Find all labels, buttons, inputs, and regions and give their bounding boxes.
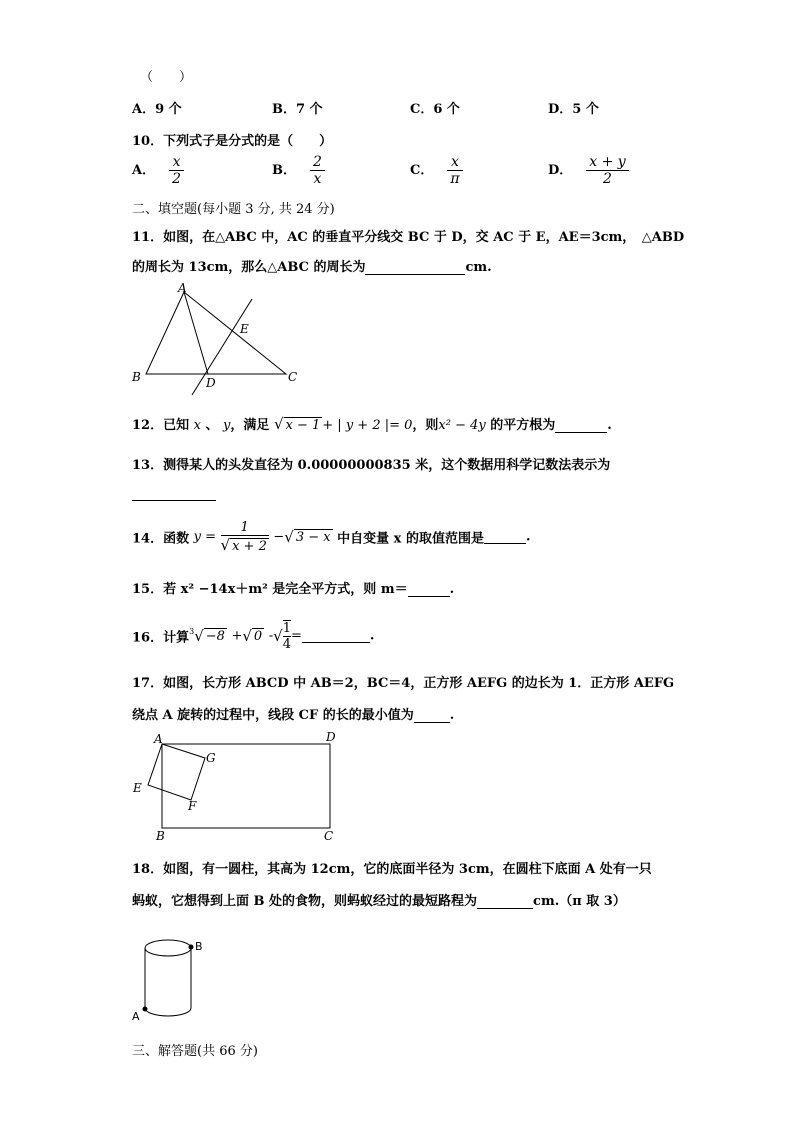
q9-option-c: C．6 个 bbox=[410, 102, 460, 117]
q10-option-b: B． $\frac{2}{x}$ bbox=[272, 154, 325, 187]
q13-line1: 13．测得某人的头发直径为 0.00000000835 米，这个数据用科学记数法表示为 bbox=[132, 458, 611, 473]
q11-line1: 11．如图，在△ABC 中，AC 的垂直平分线交 BC 于 D，交 AC 于 E，AE＝3cm， △ABD bbox=[132, 230, 685, 245]
q11-label-d: D bbox=[206, 376, 216, 390]
q17-label-a: A bbox=[154, 732, 163, 746]
q17-line2: 绕点 A 旋转的过程中，线段 CF 的长的最小值为 . bbox=[132, 708, 455, 723]
q15-line: 15．若 x² −14x＋m² 是完全平方式，则 m＝ . bbox=[132, 582, 455, 597]
q18-label-a: A bbox=[132, 1010, 140, 1023]
q18-cylinder-figure bbox=[128, 932, 218, 1024]
q17-label-c: C bbox=[324, 829, 334, 843]
q11-line2: 的周长为 13cm，那么△ABC 的周长为 cm. bbox=[132, 260, 492, 275]
q12-line: 12．已知 x 、 y，满足 √ x − 1 + | y + 2 |= 0，则x² − 4y 的平方根为 . bbox=[132, 415, 612, 433]
q17-label-d: D bbox=[326, 730, 336, 744]
q9-option-b: B．7 个 bbox=[272, 102, 323, 117]
q10-option-d: D． $\frac{x + y}{2}$ bbox=[548, 154, 629, 187]
q11-label-b: B bbox=[132, 370, 141, 384]
q10-option-a: A． $\frac{x}{2}$ bbox=[132, 154, 184, 187]
q17-label-e: E bbox=[133, 781, 142, 795]
q11-triangle-figure bbox=[128, 282, 308, 402]
q18-label-b: B bbox=[195, 940, 203, 953]
q18-line1: 18．如图，有一圆柱，其高为 12cm，它的底面半径为 3cm，在圆柱下底面 A 处有一只 bbox=[132, 862, 652, 877]
q10-option-c: C． $\frac{x}{\pi}$ bbox=[410, 154, 463, 187]
q17-rectangle-figure bbox=[128, 728, 348, 846]
section-answer-heading: 三、解答题(共 66 分) bbox=[132, 1044, 258, 1059]
q17-label-b: B bbox=[156, 829, 165, 843]
q17-label-f: F bbox=[188, 799, 197, 813]
q17-label-g: G bbox=[206, 751, 216, 765]
section-fill-blank-heading: 二、填空题(每小题 3 分, 共 24 分) bbox=[132, 202, 335, 217]
q14-line: 14．函数 y = $\frac{1}{√ x + 2}$ −√ 3 − x 中自变量 x 的取值范围是 . bbox=[132, 520, 531, 554]
q18-line2: 蚂蚁，它想得到上面 B 处的食物，则蚂蚁经过的最短路程为 cm.（π 取 3） bbox=[132, 894, 626, 909]
q9-option-d: D．5 个 bbox=[548, 102, 599, 117]
question-paren: （ ） bbox=[140, 70, 193, 85]
q9-option-a: A．9 个 bbox=[132, 102, 182, 117]
q11-label-a: A bbox=[178, 282, 187, 295]
q11-label-c: C bbox=[288, 370, 298, 384]
q16-line: 16．计算$^3$√ −8 +√ 0 -√ $\frac{1}{4}$ = . bbox=[132, 621, 375, 652]
q13-answer-blank bbox=[132, 486, 216, 501]
q10-stem: 10．下列式子是分式的是（ ） bbox=[132, 134, 333, 149]
q11-label-e: E bbox=[240, 322, 249, 336]
q17-line1: 17．如图，长方形 ABCD 中 AB＝2，BC＝4，正方形 AEFG 的边长为 1．正方形 AEFG bbox=[132, 676, 675, 691]
